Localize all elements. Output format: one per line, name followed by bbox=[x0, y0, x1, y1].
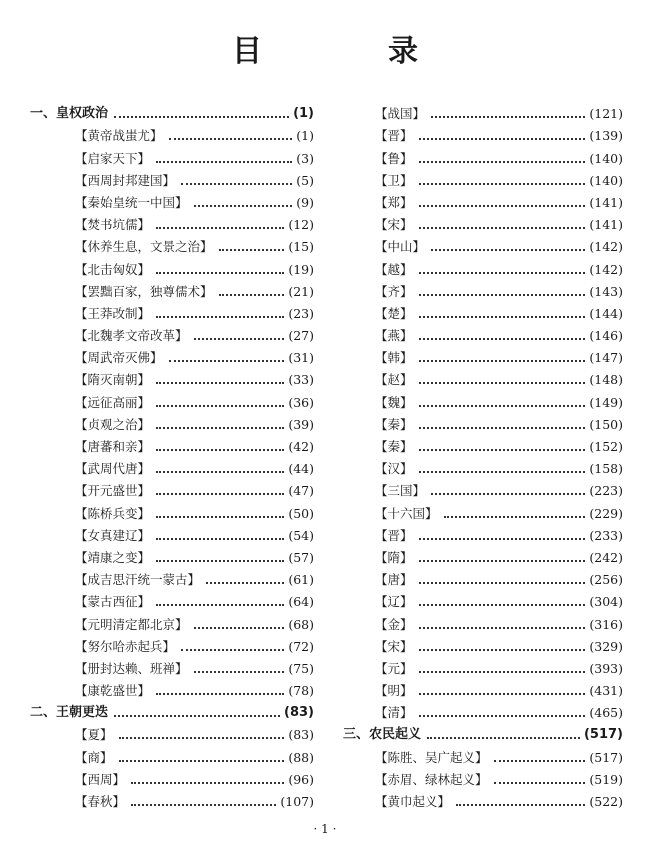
toc-entry-page: (61) bbox=[288, 572, 314, 588]
toc-entry[interactable] bbox=[30, 167, 314, 189]
dot-leader bbox=[419, 405, 586, 407]
dot-leader bbox=[169, 360, 285, 362]
toc-entry[interactable] bbox=[343, 566, 623, 588]
toc-entry-title: 【北魏孝文帝改革】 bbox=[75, 328, 188, 344]
toc-entry[interactable] bbox=[30, 233, 314, 255]
toc-entry[interactable] bbox=[343, 122, 623, 144]
toc-entry[interactable] bbox=[30, 433, 314, 455]
dot-leader bbox=[419, 138, 586, 140]
dot-leader bbox=[427, 737, 580, 739]
toc-entry-title: 【齐】 bbox=[375, 283, 413, 299]
toc-entry[interactable] bbox=[30, 411, 314, 433]
dot-leader bbox=[431, 493, 585, 495]
toc-entry-page: (83) bbox=[288, 727, 314, 743]
toc-entry-title: 【北击匈奴】 bbox=[75, 261, 151, 277]
dot-leader bbox=[194, 627, 285, 629]
toc-entry[interactable] bbox=[343, 633, 623, 655]
toc-entry[interactable] bbox=[343, 300, 623, 322]
toc-entry-page: (146) bbox=[589, 328, 623, 344]
dot-leader bbox=[419, 649, 586, 651]
toc-entry-title: 【商】 bbox=[75, 749, 113, 765]
toc-entry[interactable] bbox=[30, 788, 314, 810]
toc-entry[interactable] bbox=[343, 699, 623, 721]
toc-entry[interactable] bbox=[30, 388, 314, 410]
dot-leader bbox=[169, 138, 293, 140]
dot-leader bbox=[419, 715, 586, 717]
toc-entry-title: 【赵】 bbox=[375, 372, 413, 388]
toc-entry[interactable] bbox=[30, 721, 314, 743]
toc-entry-title: 【休养生息，文景之治】 bbox=[75, 239, 213, 255]
toc-entry-title: 【罢黜百家，独尊儒术】 bbox=[75, 283, 213, 299]
toc-entry-page: (158) bbox=[589, 461, 623, 477]
toc-entry-page: (5) bbox=[296, 172, 314, 188]
toc-entry-page: (47) bbox=[288, 483, 314, 499]
toc-entry[interactable] bbox=[343, 544, 623, 566]
toc-entry-page: (152) bbox=[589, 439, 623, 454]
toc-entry-page: (393) bbox=[589, 660, 623, 676]
dot-leader bbox=[156, 427, 284, 429]
toc-entry-title: 【春秋】 bbox=[75, 794, 126, 809]
toc-entry-title: 【陈桥兵变】 bbox=[75, 505, 151, 521]
toc-entry-page: (39) bbox=[288, 416, 314, 432]
toc-entry-page: (141) bbox=[589, 194, 623, 210]
toc-entry-page: (1) bbox=[296, 128, 314, 144]
dot-leader bbox=[419, 382, 586, 384]
dot-leader bbox=[419, 582, 586, 584]
toc-entry[interactable] bbox=[343, 344, 623, 366]
toc-entry[interactable] bbox=[343, 255, 623, 277]
toc-entry-page: (107) bbox=[280, 794, 314, 809]
dot-leader bbox=[419, 338, 586, 340]
toc-entry-title: 【中山】 bbox=[375, 239, 426, 255]
toc-entry[interactable] bbox=[30, 144, 314, 166]
toc-entry-page: (27) bbox=[288, 328, 314, 344]
toc-entry[interactable] bbox=[343, 366, 623, 388]
dot-leader bbox=[419, 449, 586, 451]
toc-entry[interactable] bbox=[343, 677, 623, 699]
dot-leader bbox=[156, 471, 284, 473]
toc-entry-page: (229) bbox=[589, 505, 623, 521]
toc-entry-title: 【隋灭南朝】 bbox=[75, 372, 151, 388]
toc-entry-title: 【武周代唐】 bbox=[75, 461, 151, 477]
toc-entry-page: (316) bbox=[589, 616, 623, 632]
toc-entry-page: (140) bbox=[589, 150, 623, 166]
dot-leader bbox=[194, 338, 285, 340]
toc-entry[interactable] bbox=[30, 566, 314, 588]
dot-leader bbox=[419, 560, 586, 562]
dot-leader bbox=[456, 804, 585, 806]
dot-leader bbox=[431, 249, 585, 251]
dot-leader bbox=[419, 227, 586, 229]
dot-leader bbox=[156, 693, 284, 695]
toc-entry-title: 【焚书坑儒】 bbox=[75, 217, 151, 233]
toc-entry-title: 【越】 bbox=[375, 261, 413, 277]
toc-entry-title: 【燕】 bbox=[375, 328, 413, 344]
toc-entry-title: 【努尔哈赤起兵】 bbox=[75, 638, 176, 654]
toc-entry[interactable] bbox=[343, 610, 623, 632]
dot-leader bbox=[206, 582, 284, 584]
toc-entry-title: 【秦】 bbox=[375, 416, 413, 432]
dot-leader bbox=[419, 427, 586, 429]
toc-entry[interactable] bbox=[30, 255, 314, 277]
toc-entry-title: 【黄巾起义】 bbox=[375, 794, 451, 809]
dot-leader bbox=[419, 205, 586, 207]
toc-entry-title: 【启家天下】 bbox=[75, 150, 151, 166]
toc-section-entry[interactable] bbox=[343, 721, 623, 743]
toc-entry-page: (150) bbox=[589, 416, 623, 432]
dot-leader bbox=[119, 760, 285, 762]
dot-leader bbox=[131, 804, 276, 806]
toc-entry-title: 【贞观之治】 bbox=[75, 416, 151, 432]
dot-leader bbox=[419, 316, 586, 318]
toc-entry[interactable] bbox=[30, 743, 314, 765]
toc-entry-title: 【清】 bbox=[375, 705, 413, 721]
toc-entry-page: (50) bbox=[288, 505, 314, 521]
toc-entry-page: (31) bbox=[288, 350, 314, 366]
toc-section-entry[interactable] bbox=[30, 699, 314, 721]
toc-entry-page: (88) bbox=[288, 749, 314, 765]
toc-section-entry[interactable] bbox=[30, 100, 314, 122]
toc-entry-title: 【女真建辽】 bbox=[75, 527, 151, 543]
toc-entry-title: 二、王朝更迭 bbox=[30, 705, 109, 721]
toc-entry-title: 一、皇权政治 bbox=[30, 106, 109, 122]
toc-entry[interactable] bbox=[30, 610, 314, 632]
toc-entry-title: 【黄帝战蚩尤】 bbox=[75, 128, 163, 144]
toc-entry-title: 【宋】 bbox=[375, 638, 413, 654]
toc-entry[interactable] bbox=[30, 122, 314, 144]
dot-leader bbox=[131, 782, 284, 784]
dot-leader bbox=[181, 183, 292, 185]
dot-leader bbox=[156, 516, 284, 518]
toc-entry-title: 【金】 bbox=[375, 616, 413, 632]
toc-entry-page: (465) bbox=[589, 705, 623, 721]
toc-entry-title: 【康乾盛世】 bbox=[75, 683, 151, 699]
toc-entry[interactable] bbox=[30, 633, 314, 655]
toc-entry-page: (223) bbox=[589, 483, 623, 499]
toc-entry[interactable] bbox=[343, 144, 623, 166]
toc-entry-page: (44) bbox=[288, 461, 314, 477]
toc-entry-title: 【王莽改制】 bbox=[75, 305, 151, 321]
dot-leader bbox=[114, 715, 280, 717]
toc-entry[interactable] bbox=[30, 366, 314, 388]
toc-entry-page: (57) bbox=[288, 549, 314, 565]
toc-entry-page: (139) bbox=[589, 128, 623, 144]
toc-entry-title: 【韩】 bbox=[375, 350, 413, 366]
toc-entry-title: 【汉】 bbox=[375, 461, 413, 477]
toc-entry[interactable] bbox=[30, 300, 314, 322]
toc-entry-title: 【靖康之变】 bbox=[75, 549, 151, 565]
toc-entry-page: (517) bbox=[583, 727, 623, 743]
toc-entry-title: 【郑】 bbox=[375, 194, 413, 210]
dot-leader bbox=[194, 671, 285, 673]
page-title: 目 录 bbox=[232, 34, 466, 69]
toc-entry-page: (149) bbox=[589, 394, 623, 410]
toc-entry-page: (72) bbox=[288, 638, 314, 654]
toc-entry-page: (96) bbox=[288, 771, 314, 787]
toc-entry-title: 【夏】 bbox=[75, 727, 113, 743]
toc-column-left bbox=[30, 100, 314, 810]
toc-entry[interactable] bbox=[343, 211, 623, 233]
toc-entry[interactable] bbox=[343, 167, 623, 189]
toc-entry-page: (36) bbox=[288, 394, 314, 410]
toc-entry[interactable] bbox=[343, 477, 623, 499]
dot-leader bbox=[156, 538, 284, 540]
dot-leader bbox=[156, 493, 284, 495]
dot-leader bbox=[119, 737, 285, 739]
toc-entry[interactable] bbox=[343, 743, 623, 765]
toc-entry-title: 【晋】 bbox=[375, 527, 413, 543]
toc-entry-title: 【元明清定都北京】 bbox=[75, 616, 188, 632]
dot-leader bbox=[156, 227, 284, 229]
toc-entry-title: 【明】 bbox=[375, 683, 413, 699]
toc-entry[interactable] bbox=[343, 499, 623, 521]
toc-entry-title: 【魏】 bbox=[375, 394, 413, 410]
toc-entry-page: (519) bbox=[589, 771, 623, 787]
dot-leader bbox=[194, 205, 293, 207]
toc-entry[interactable] bbox=[343, 278, 623, 300]
toc-entry-page: (19) bbox=[288, 261, 314, 277]
dot-leader bbox=[156, 316, 284, 318]
toc-entry-page: (33) bbox=[288, 372, 314, 388]
dot-leader bbox=[419, 693, 586, 695]
dot-leader bbox=[156, 449, 284, 451]
toc-entry[interactable] bbox=[30, 322, 314, 344]
dot-leader bbox=[419, 294, 586, 296]
toc-entry-title: 【鲁】 bbox=[375, 150, 413, 166]
toc-entry-page: (242) bbox=[589, 549, 623, 565]
toc-entry[interactable] bbox=[343, 655, 623, 677]
toc-entry-page: (304) bbox=[589, 594, 623, 610]
toc-entry-page: (42) bbox=[288, 439, 314, 454]
toc-entry-title: 【十六国】 bbox=[375, 505, 438, 521]
toc-entry-title: 【开元盛世】 bbox=[75, 483, 151, 499]
toc-entry[interactable] bbox=[30, 655, 314, 677]
toc-entry-title: 【陈胜、吴广起义】 bbox=[375, 749, 488, 765]
toc-entry-title: 【三国】 bbox=[375, 483, 426, 499]
dot-leader bbox=[114, 116, 289, 118]
toc-entry-page: (329) bbox=[589, 638, 623, 654]
toc-entry[interactable] bbox=[30, 766, 314, 788]
dot-leader bbox=[419, 272, 586, 274]
toc-entry[interactable] bbox=[30, 499, 314, 521]
toc-entry-title: 【宋】 bbox=[375, 217, 413, 233]
toc-entry-title: 【楚】 bbox=[375, 305, 413, 321]
toc-entry-title: 【卫】 bbox=[375, 172, 413, 188]
dot-leader bbox=[156, 560, 284, 562]
toc-entry[interactable] bbox=[343, 233, 623, 255]
dot-leader bbox=[181, 649, 284, 651]
dot-leader bbox=[419, 627, 586, 629]
dot-leader bbox=[419, 183, 586, 185]
dot-leader bbox=[156, 161, 292, 163]
toc-entry-title: 【隋】 bbox=[375, 549, 413, 565]
toc-entry-page: (1) bbox=[293, 106, 314, 122]
toc-entry-page: (522) bbox=[589, 794, 623, 809]
toc-entry[interactable] bbox=[343, 766, 623, 788]
toc-entry-title: 【战国】 bbox=[375, 106, 426, 122]
toc-entry[interactable] bbox=[343, 388, 623, 410]
toc-entry-page: (233) bbox=[589, 527, 623, 543]
toc-entry[interactable] bbox=[30, 477, 314, 499]
toc-entry-title: 【西周封邦建国】 bbox=[75, 172, 176, 188]
toc-entry[interactable] bbox=[343, 189, 623, 211]
dot-leader bbox=[156, 604, 284, 606]
toc-entry-page: (140) bbox=[589, 172, 623, 188]
dot-leader bbox=[419, 538, 586, 540]
toc-entry-page: (54) bbox=[288, 527, 314, 543]
toc-entry[interactable] bbox=[30, 677, 314, 699]
toc-entry-title: 【西周】 bbox=[75, 771, 126, 787]
toc-entry-page: (147) bbox=[589, 350, 623, 366]
toc-entry-page: (64) bbox=[288, 594, 314, 610]
dot-leader bbox=[419, 604, 586, 606]
dot-leader bbox=[219, 294, 285, 296]
toc-entry-title: 【晋】 bbox=[375, 128, 413, 144]
dot-leader bbox=[419, 360, 586, 362]
toc-entry-page: (256) bbox=[589, 572, 623, 588]
dot-leader bbox=[156, 382, 284, 384]
toc-entry-page: (3) bbox=[296, 150, 314, 166]
toc-entry-title: 【秦】 bbox=[375, 439, 413, 454]
toc-entry-title: 【册封达赖、班禅】 bbox=[75, 660, 188, 676]
toc-entry[interactable] bbox=[343, 411, 623, 433]
toc-entry[interactable] bbox=[30, 344, 314, 366]
toc-entry-page: (431) bbox=[589, 683, 623, 699]
toc-entry-page: (142) bbox=[589, 261, 623, 277]
toc-entry[interactable] bbox=[30, 211, 314, 233]
dot-leader bbox=[419, 161, 586, 163]
toc-entry[interactable] bbox=[30, 278, 314, 300]
toc-entry-title: 【元】 bbox=[375, 660, 413, 676]
toc-entry-page: (21) bbox=[288, 283, 314, 299]
toc-entry-title: 【赤眉、绿林起义】 bbox=[375, 771, 488, 787]
toc-entry-page: (12) bbox=[288, 217, 314, 233]
toc-entry-title: 【唐】 bbox=[375, 572, 413, 588]
dot-leader bbox=[219, 249, 285, 251]
toc-entry-page: (141) bbox=[589, 217, 623, 233]
toc-entry-page: (75) bbox=[288, 660, 314, 676]
toc-entry[interactable] bbox=[30, 522, 314, 544]
toc-entry-title: 【秦始皇统一中国】 bbox=[75, 194, 188, 210]
toc-entry[interactable] bbox=[343, 788, 623, 810]
toc-entry-page: (23) bbox=[288, 305, 314, 321]
toc-entry-title: 【辽】 bbox=[375, 594, 413, 610]
toc-entry-title: 【唐蕃和亲】 bbox=[75, 439, 151, 454]
toc-entry-page: (9) bbox=[296, 194, 314, 210]
toc-entry-page: (121) bbox=[589, 106, 623, 122]
toc-entry[interactable] bbox=[343, 433, 623, 455]
toc-entry-page: (148) bbox=[589, 372, 623, 388]
toc-entry-page: (144) bbox=[589, 305, 623, 321]
dot-leader bbox=[419, 471, 586, 473]
toc-entry-page: (68) bbox=[288, 616, 314, 632]
toc-column-right bbox=[343, 100, 623, 810]
toc-entry-page: (517) bbox=[589, 749, 623, 765]
toc-entry[interactable] bbox=[343, 455, 623, 477]
dot-leader bbox=[444, 516, 586, 518]
toc-entry-title: 【成吉思汗统一蒙古】 bbox=[75, 572, 201, 588]
toc-entry-title: 【蒙古西征】 bbox=[75, 594, 151, 610]
toc-entry-page: (142) bbox=[589, 239, 623, 255]
toc-entry-page: (15) bbox=[288, 239, 314, 255]
toc-entry-title: 【周武帝灭佛】 bbox=[75, 350, 163, 366]
toc-entry[interactable] bbox=[30, 189, 314, 211]
toc-entry[interactable] bbox=[30, 588, 314, 610]
dot-leader bbox=[156, 405, 284, 407]
toc-entry[interactable] bbox=[343, 100, 623, 122]
toc-entry[interactable] bbox=[343, 588, 623, 610]
dot-leader bbox=[419, 671, 586, 673]
toc-entry-page: (83) bbox=[284, 705, 314, 721]
dot-leader bbox=[156, 272, 284, 274]
page-number: · 1 · bbox=[313, 822, 337, 836]
toc-entry-page: (143) bbox=[589, 283, 623, 299]
toc-entry[interactable] bbox=[343, 322, 623, 344]
dot-leader bbox=[494, 782, 586, 784]
toc-entry-page: (78) bbox=[288, 683, 314, 699]
toc-entry-title: 【远征高丽】 bbox=[75, 394, 151, 410]
dot-leader bbox=[431, 116, 585, 118]
toc-entry-title: 三、农民起义 bbox=[343, 727, 422, 743]
dot-leader bbox=[494, 760, 586, 762]
toc-entry[interactable] bbox=[30, 544, 314, 566]
toc-entry[interactable] bbox=[343, 522, 623, 544]
toc-entry[interactable] bbox=[30, 455, 314, 477]
